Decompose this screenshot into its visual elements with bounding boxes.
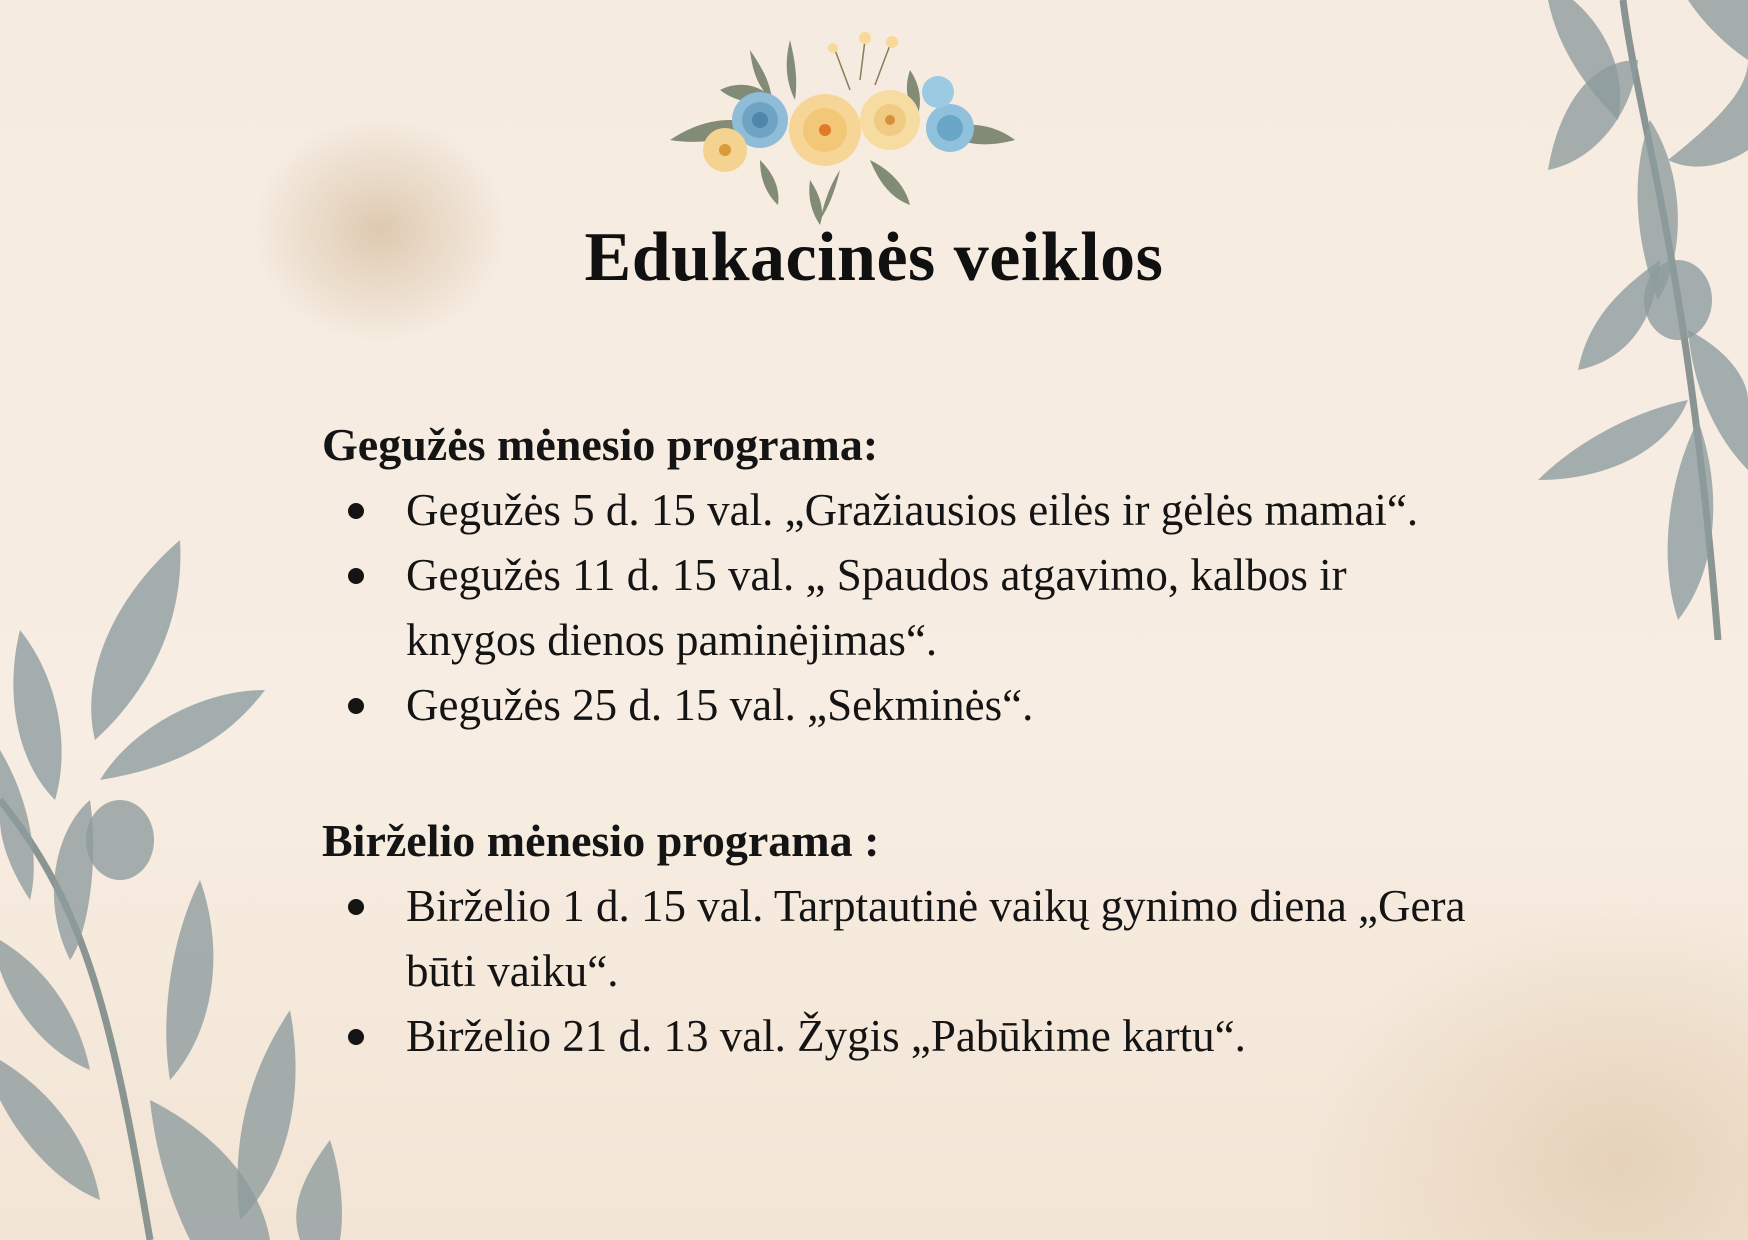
- list-item-text: Birželio 21 d. 13 val. Žygis „Pabūkime kartu“.: [406, 1011, 1246, 1061]
- bullet-icon: [348, 503, 364, 519]
- section-heading: Birželio mėnesio programa :: [322, 815, 880, 866]
- section-may: [322, 412, 1472, 738]
- event-list: [322, 478, 1472, 738]
- list-item-text: Birželio 1 d. 15 val. Tarptautinė vaikų gynimo diena „Gera būti vaiku“.: [406, 881, 1466, 996]
- bullet-icon: [348, 899, 364, 915]
- bullet-icon: [348, 1029, 364, 1045]
- list-item-text: Gegužės 5 d. 15 val. „Gražiausios eilės ir gėlės mamai“.: [406, 485, 1419, 535]
- list-item: [322, 478, 1472, 543]
- list-item-text: Gegužės 25 d. 15 val. „Sekminės“.: [406, 680, 1034, 730]
- program-content: [322, 412, 1472, 1069]
- event-list: [322, 874, 1472, 1069]
- list-item: [322, 543, 1472, 673]
- list-item: [322, 673, 1472, 738]
- list-item: [322, 1004, 1472, 1069]
- list-item: [322, 874, 1472, 1004]
- leaves-bottom-left-icon: [0, 540, 360, 1240]
- bullet-icon: [348, 568, 364, 584]
- list-item-text: Gegužės 11 d. 15 val. „ Spaudos atgavimo, kalbos ir knygos dienos paminėjimas“.: [406, 550, 1347, 665]
- section-june: [322, 808, 1472, 1069]
- flower-bouquet-icon: [660, 20, 1020, 230]
- section-heading: Gegužės mėnesio programa:: [322, 419, 879, 470]
- bullet-icon: [348, 698, 364, 714]
- page-title: Edukacinės veiklos: [584, 219, 1164, 296]
